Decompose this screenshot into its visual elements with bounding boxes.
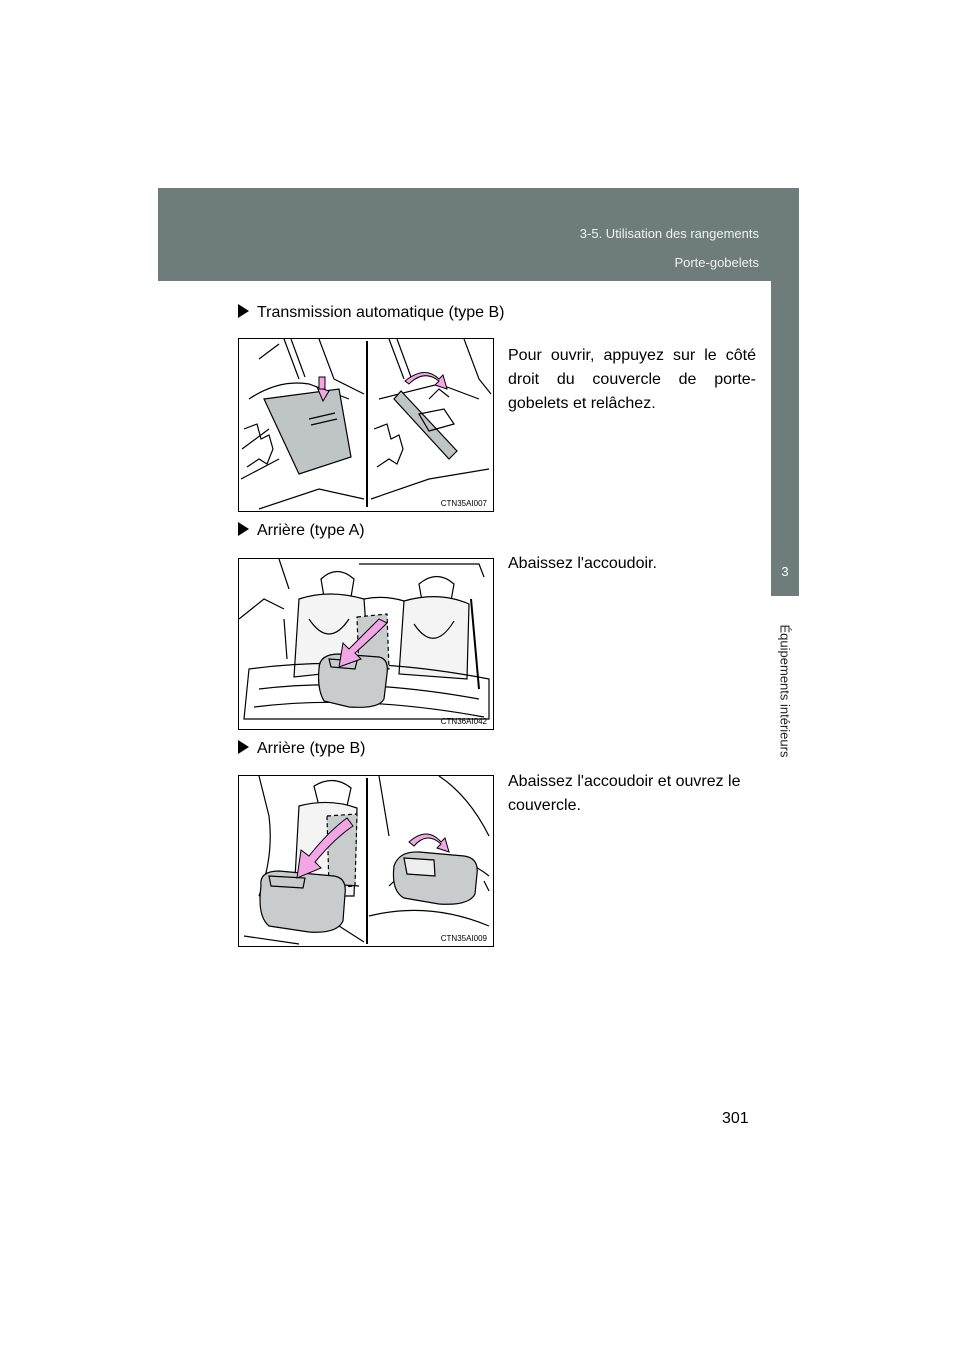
- section-heading-1: [238, 304, 505, 322]
- chapter-label-text: Équipements intérieurs: [777, 624, 793, 758]
- section-heading-1-text: Transmission automatique (type B): [257, 304, 505, 321]
- figure-code: CTN35AI009: [440, 934, 487, 943]
- console-illustration: [239, 339, 493, 511]
- rear-seat-illustration-a: [239, 559, 493, 729]
- chapter-number: 3: [771, 548, 799, 596]
- figure-code: CTN35AI007: [440, 499, 487, 508]
- section-heading-3-text: Arrière (type B): [257, 740, 366, 757]
- section-text-2: Abaissez l'accoudoir.: [508, 555, 657, 572]
- figure-code: CTN36AI042: [440, 717, 487, 726]
- section-heading-2: [238, 522, 365, 540]
- section-heading-3: [238, 740, 365, 758]
- bullet-triangle-icon: [238, 522, 249, 536]
- chapter-header: [158, 188, 799, 281]
- bullet-triangle-icon: [238, 304, 249, 318]
- section-heading-2-text: Arrière (type A): [257, 522, 365, 539]
- section-title: 3-5. Utilisation des rangements: [579, 226, 759, 241]
- figure-rear-armrest-a: [238, 558, 494, 730]
- bullet-triangle-icon: [238, 740, 249, 754]
- figure-console-cupholder: [238, 338, 494, 512]
- page-number: 301: [722, 1110, 749, 1127]
- subsection-title: Porte-gobelets: [674, 255, 759, 270]
- figure-rear-armrest-b: [238, 775, 494, 947]
- chapter-label: [771, 596, 799, 786]
- side-tab-strip: [771, 188, 799, 548]
- rear-seat-illustration-b: [239, 776, 493, 946]
- section-text-1: Pour ouvrir, appuyez sur le côté droit du couvercle de porte-gobelets et relâchez.: [508, 347, 756, 412]
- section-text-3: Abaissez l'accoudoir et ouvrez le couvercle.: [508, 773, 741, 814]
